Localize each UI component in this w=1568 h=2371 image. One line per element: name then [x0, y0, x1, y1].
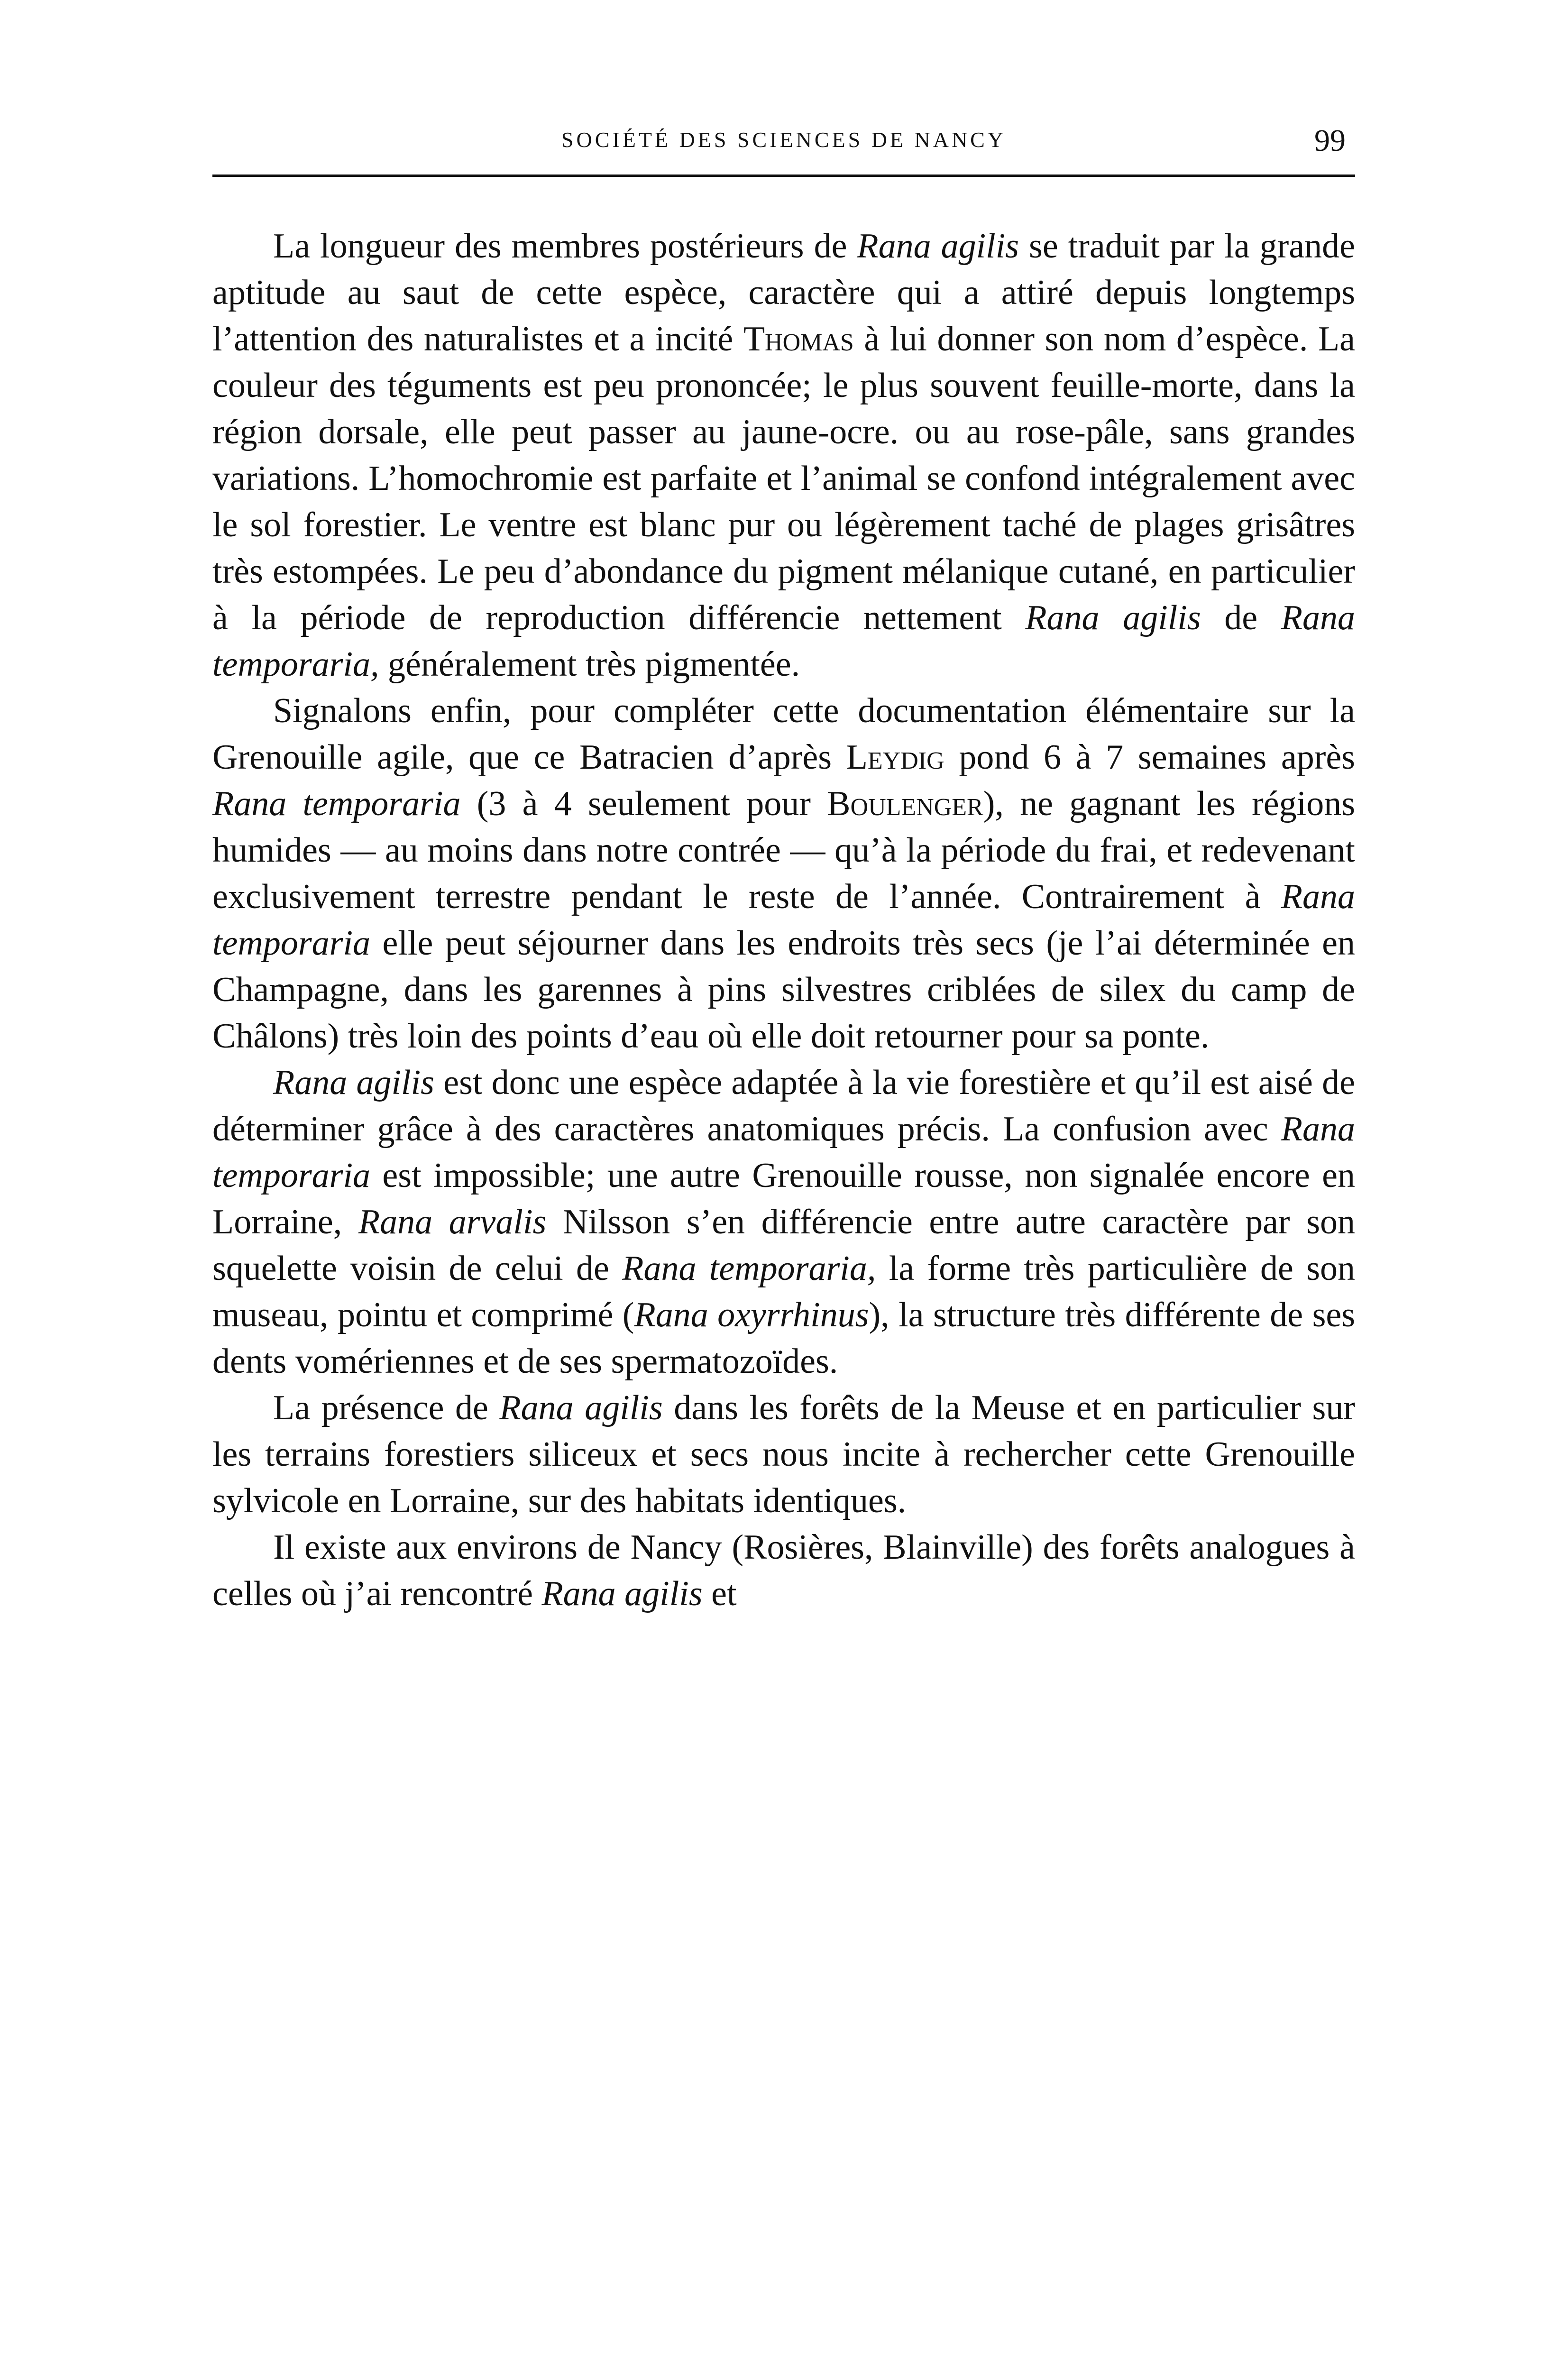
italic-run: Rana agilis: [1025, 598, 1201, 637]
text-run: à lui donner son nom d’espèce. La couleur des téguments est peu prononcée; le plus souvent feuille-morte, dans la région dorsale, elle peut passer au jaune-ocre. ou au rose-pâle, sans grandes variations. L’homochromie est parfaite et l’animal se confond intégralement avec le sol forestier. Le ventre est blanc pur ou légèrement taché de plages grisâtres très estompées. Le peu d’abondance du pigment mélanique cutané, en particulier à la période de reproduction différencie nettement: [212, 320, 1355, 637]
text-run: généralement très pigmentée.: [379, 645, 800, 684]
paragraph-4: [212, 1385, 1355, 1524]
text-run: ), la structure très différente de ses dents vomériennes et de ses spermatozoïdes.: [212, 1296, 1356, 1381]
small-caps-run: Boulenger: [827, 784, 983, 823]
italic-run: Rana temporaria: [212, 877, 1355, 963]
paragraph-5: [212, 1524, 1355, 1617]
paragraph-3: [212, 1059, 1355, 1385]
paragraph-2: [212, 688, 1355, 1059]
italic-run: Rana temporaria: [212, 1110, 1355, 1195]
text-run: la forme très particulière de son museau, pointu et comprimé (: [212, 1249, 1355, 1334]
text-run: de: [1201, 598, 1281, 637]
small-caps-run: Thomas: [743, 320, 854, 358]
italic-run: Rana temporaria: [212, 784, 461, 823]
small-caps-run: Leydig: [846, 738, 944, 777]
header-rule: [212, 175, 1355, 177]
text-run: (3 à 4 seulement pour: [460, 784, 827, 823]
running-title: SOCIÉTÉ DES SCIENCES DE NANCY: [561, 128, 1007, 152]
text-run: se traduit par la grande aptitude au saut de cette espèce, caractère qui a attiré depuis longtemps l’attention des naturalistes et a incité: [212, 227, 1355, 358]
text-run: La longueur des membres postérieurs de: [273, 227, 857, 266]
text-run: dans les forêts de la Meuse et en particulier sur les terrains forestiers siliceux et secs nous incite à rechercher cette Grenouille sylvicole en Lorraine, sur des habitats identiques.: [212, 1388, 1355, 1520]
italic-run: Rana temporaria,: [622, 1249, 876, 1288]
text-run: est impossible; une autre Grenouille rousse, non signalée encore en Lorraine,: [212, 1156, 1355, 1241]
page-number: 99: [1314, 123, 1346, 158]
italic-run: Rana arvalis: [358, 1203, 547, 1241]
text-run: La présence de: [273, 1388, 500, 1427]
text-run: Signalons enfin, pour compléter cette documentation élémentaire sur la Grenouille agile, que ce Batracien d’après: [212, 691, 1355, 777]
text-run: et: [702, 1574, 737, 1613]
text-run: Il existe aux environs de Nancy (Rosières, Blainville) des forêts analogues à celles où j’ai rencontré: [212, 1528, 1355, 1613]
italic-run: Rana agilis: [857, 227, 1019, 266]
page-header: [212, 119, 1355, 161]
italic-run: Rana agilis: [541, 1574, 703, 1613]
text-run: Nilsson s’en différencie entre autre caractère par son squelette voisin de celui de: [212, 1203, 1355, 1288]
italic-run: Rana agilis: [499, 1388, 663, 1427]
text-run: est donc une espèce adaptée à la vie forestière et qu’il est aisé de déterminer grâce à des caractères anatomiques précis. La confusion avec: [212, 1063, 1355, 1149]
text-run: pond 6 à 7 semaines après: [944, 738, 1355, 777]
text-run: ), ne gagnant les régions humides — au moins dans notre contrée — qu’à la période du frai, et redevenant exclusivement terrestre pendant le reste de l’année. Contrairement à: [212, 784, 1356, 916]
italic-run: Rana agilis: [273, 1063, 434, 1102]
text-run: elle peut séjourner dans les endroits très secs (je l’ai déterminée en Champagne, dans les garennes à pins silvestres criblées de silex du camp de Châlons) très loin des points d’eau où elle doit retourner pour sa ponte.: [212, 924, 1355, 1056]
paragraph-1: [212, 223, 1355, 688]
page-body: [212, 223, 1355, 1617]
italic-run: Rana oxyrrhinus: [634, 1296, 869, 1334]
italic-run: Rana temporaria,: [212, 598, 1355, 684]
